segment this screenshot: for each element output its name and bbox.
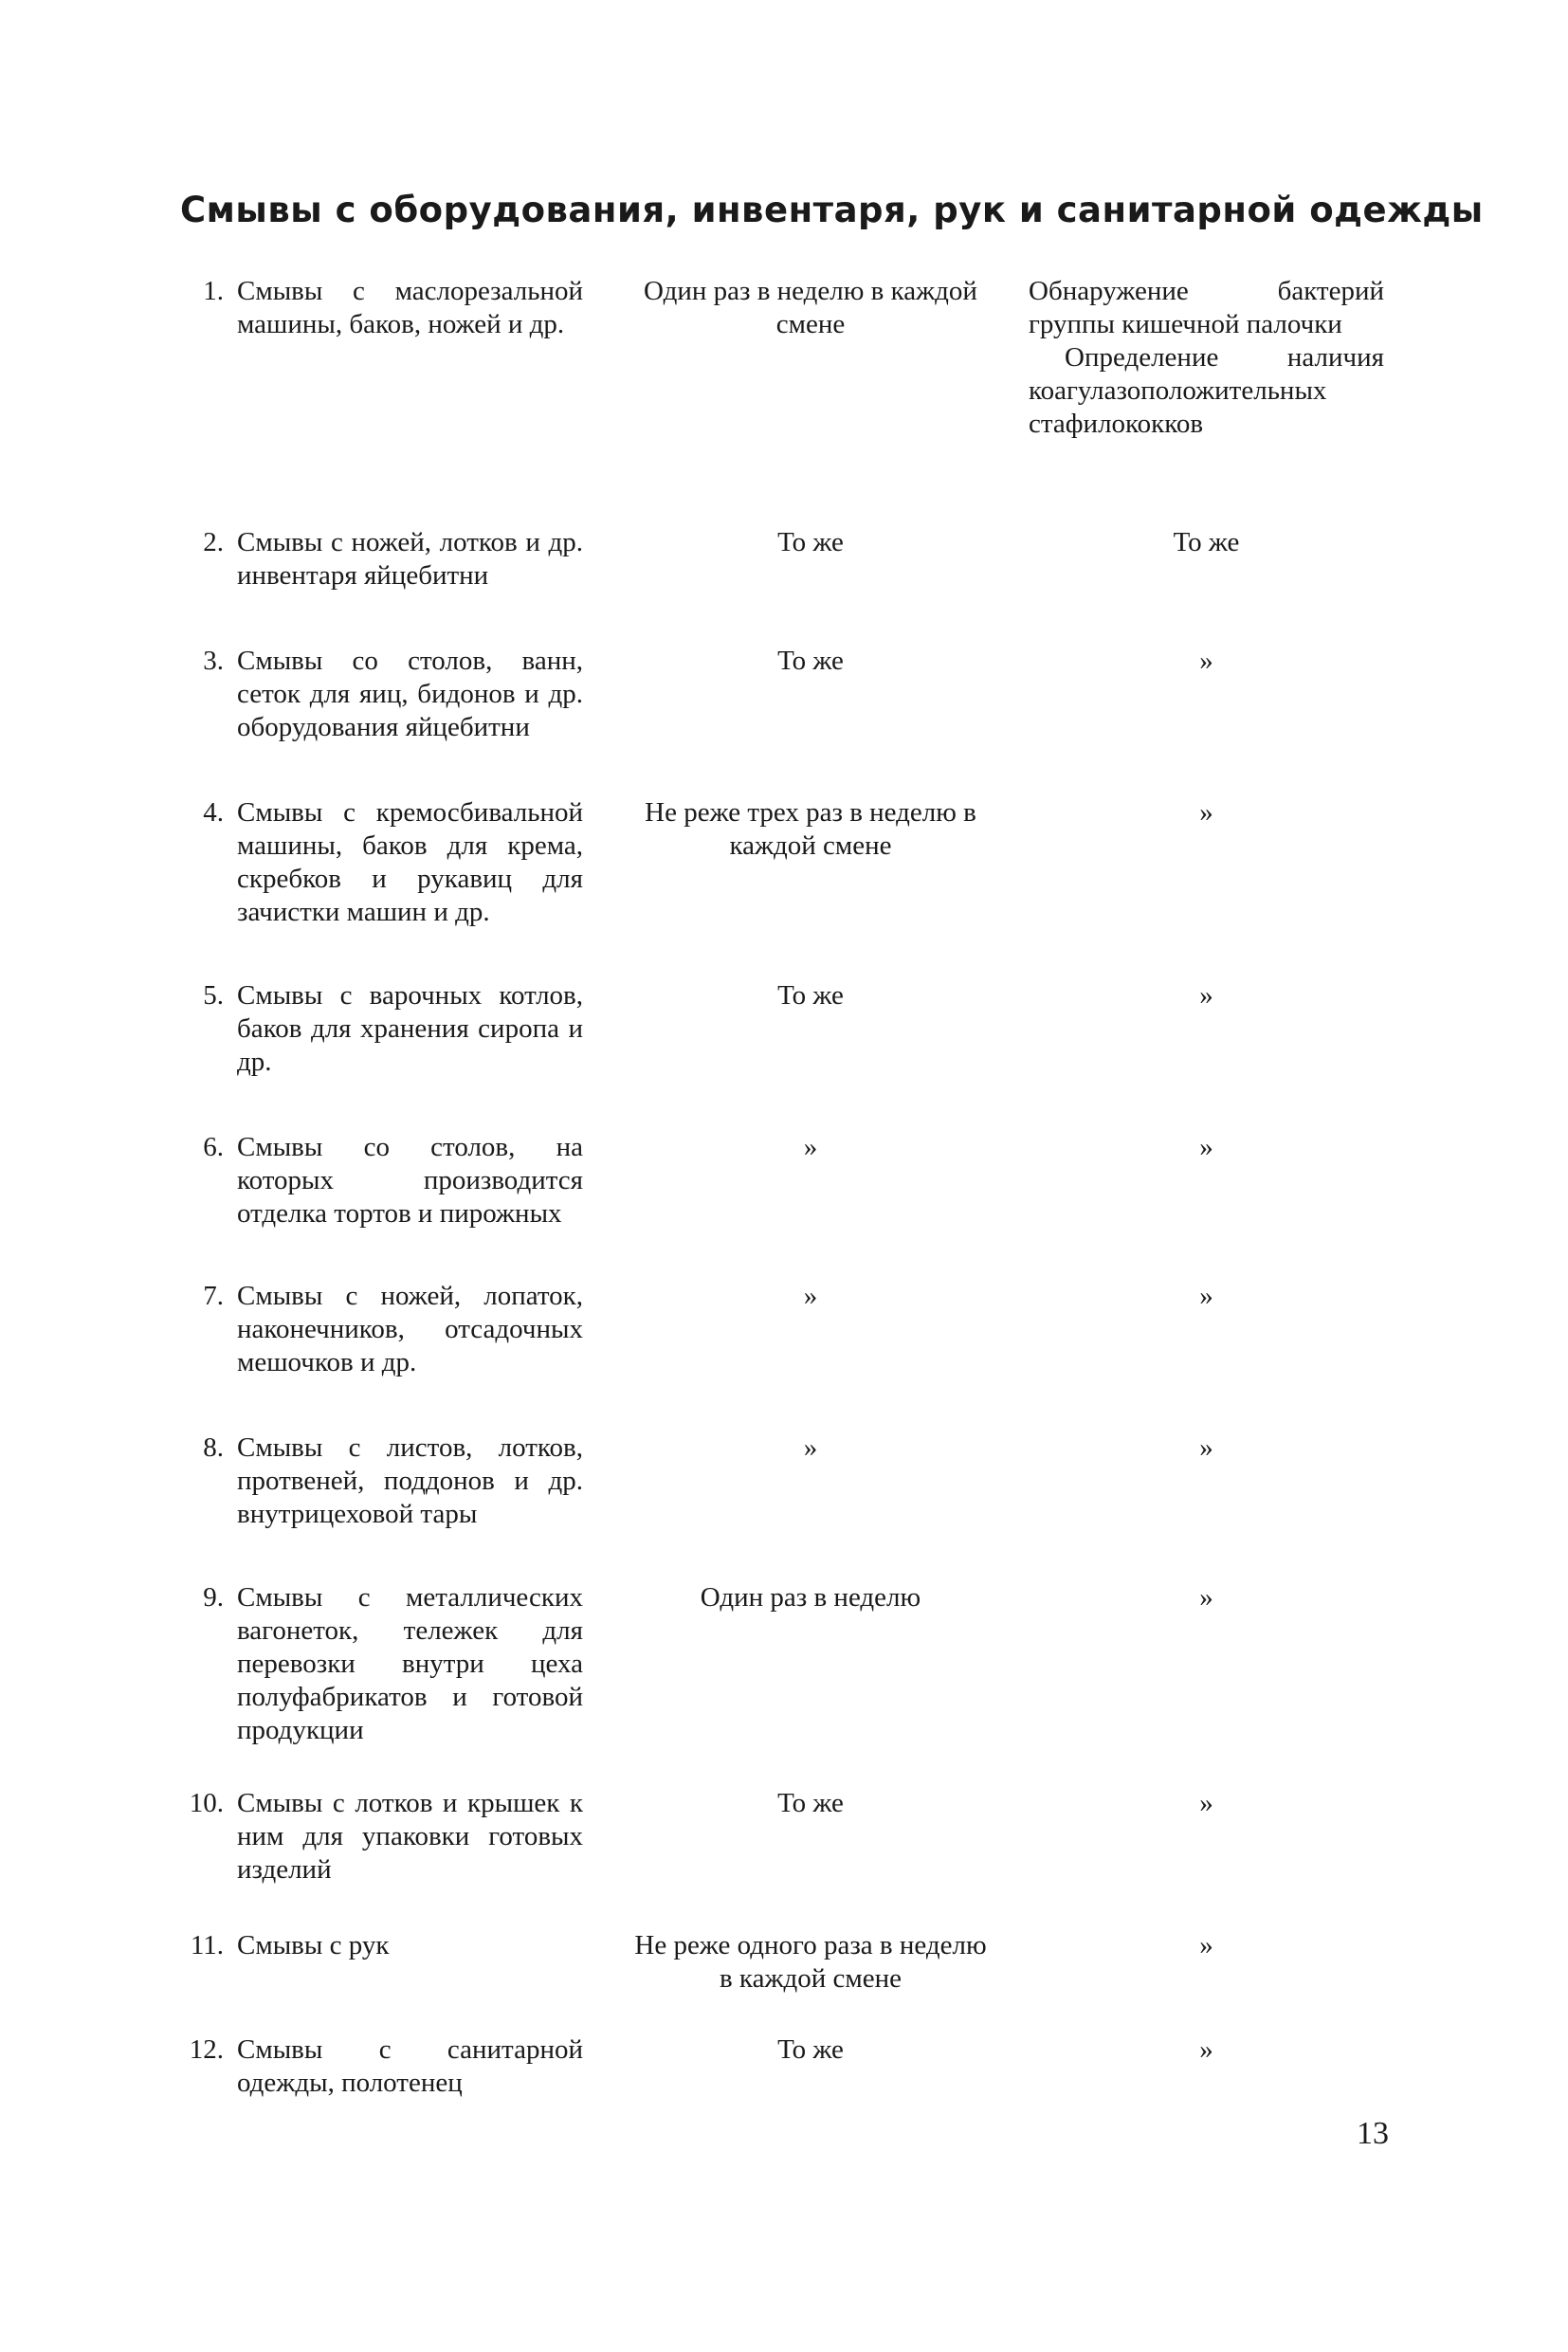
- row-number: 1.: [203, 276, 224, 306]
- indicator-text: »: [1199, 980, 1213, 1011]
- sampling-frequency: »: [803, 1132, 818, 1162]
- indicator-text: »: [1199, 1788, 1213, 1818]
- sampling-frequency: »: [803, 1432, 818, 1463]
- sample-name: Смывы с металлических вагонеток, тележек для перевозки внутри цеха полуфабрикатов и готовой продукции: [237, 1582, 583, 1745]
- row-number: 4.: [203, 797, 224, 828]
- indicator-cell: [1029, 1787, 1384, 1820]
- sample-name: Смывы с ножей, лотков и др. инвентаря яйцебитни: [237, 527, 583, 591]
- row-number: 8.: [203, 1432, 224, 1463]
- indicator-text: Обнаружение бактерий группы кишечной палочки: [1029, 276, 1384, 339]
- row-number: 2.: [203, 527, 224, 557]
- indicator-text: »: [1199, 1432, 1213, 1463]
- indicator-cell: [1029, 275, 1384, 441]
- sample-name: Смывы с маслорезальной машины, баков, ножей и др.: [237, 276, 583, 339]
- sample-name: Смывы с ножей, лопаток, наконечников, отсадочных мешочков и др.: [237, 1281, 583, 1377]
- section-title: Смывы с оборудования, инвентаря, рук и санитарной одежды: [180, 190, 1484, 230]
- indicator-cell: [1029, 645, 1384, 678]
- page-number: 13: [1357, 2116, 1389, 2151]
- row-number: 6.: [203, 1132, 224, 1162]
- sampling-frequency: Не реже одного раза в неделю в каждой смене: [634, 1930, 987, 1994]
- indicator-text: »: [1199, 1930, 1213, 1960]
- sample-name: Смывы с листов, лотков, протвеней, поддонов и др. внутрицеховой тары: [237, 1432, 583, 1529]
- sample-name: Смывы со столов, ванн, сеток для яиц, бидонов и др. оборудования яйцебитни: [237, 646, 583, 742]
- indicator-text: »: [1199, 1132, 1213, 1162]
- sampling-frequency: »: [803, 1281, 818, 1311]
- row-number: 9.: [203, 1582, 224, 1613]
- sample-name: Смывы с лотков и крышек к ним для упаковки готовых изделий: [237, 1788, 583, 1885]
- indicator-cell: [1029, 1929, 1384, 1962]
- row-number: 5.: [203, 980, 224, 1011]
- indicator-text: »: [1199, 797, 1213, 828]
- indicator-text: »: [1199, 646, 1213, 676]
- indicator-cell: [1029, 979, 1384, 1012]
- indicator-cell: [1029, 1131, 1384, 1164]
- sampling-frequency: То же: [777, 646, 844, 676]
- sample-name: Смывы с рук: [237, 1930, 390, 1960]
- sampling-frequency: То же: [777, 527, 844, 557]
- sample-name: Смывы с санитарной одежды, полотенец: [237, 2034, 583, 2098]
- indicator-cell: [1029, 796, 1384, 830]
- indicator-cell: [1029, 1581, 1384, 1614]
- indicator-cell: [1029, 1431, 1384, 1465]
- sampling-frequency: То же: [777, 980, 844, 1011]
- indicator-text: То же: [1173, 527, 1240, 557]
- indicator-text: »: [1199, 1582, 1213, 1613]
- indicator-text: Определение наличия коагулазоположительных стафилококков: [1029, 342, 1384, 439]
- sample-name: Смывы с кремосбивальной машины, баков для крема, скребков и рукавиц для зачистки машин и др.: [237, 797, 583, 927]
- row-number: 10.: [189, 1788, 224, 1818]
- row-number: 7.: [203, 1281, 224, 1311]
- row-number: 3.: [203, 646, 224, 676]
- indicator-cell: [1029, 2033, 1384, 2067]
- sample-name: Смывы со столов, на которых производится отделка тортов и пирожных: [237, 1132, 583, 1229]
- sampling-frequency: Один раз в неделю: [700, 1582, 921, 1613]
- sampling-frequency: Один раз в неделю в каждой смене: [644, 276, 977, 339]
- row-number: 11.: [190, 1930, 224, 1960]
- indicator-cell: [1029, 1280, 1384, 1313]
- sampling-frequency: Не реже трех раз в неделю в каждой смене: [645, 797, 976, 861]
- indicator-text: »: [1199, 2034, 1213, 2065]
- row-number: 12.: [189, 2034, 224, 2065]
- indicator-cell: [1029, 526, 1384, 559]
- sampling-frequency: То же: [777, 1788, 844, 1818]
- sample-name: Смывы с варочных котлов, баков для хранения сиропа и др.: [237, 980, 583, 1077]
- sampling-frequency: То же: [777, 2034, 844, 2065]
- indicator-text: »: [1199, 1281, 1213, 1311]
